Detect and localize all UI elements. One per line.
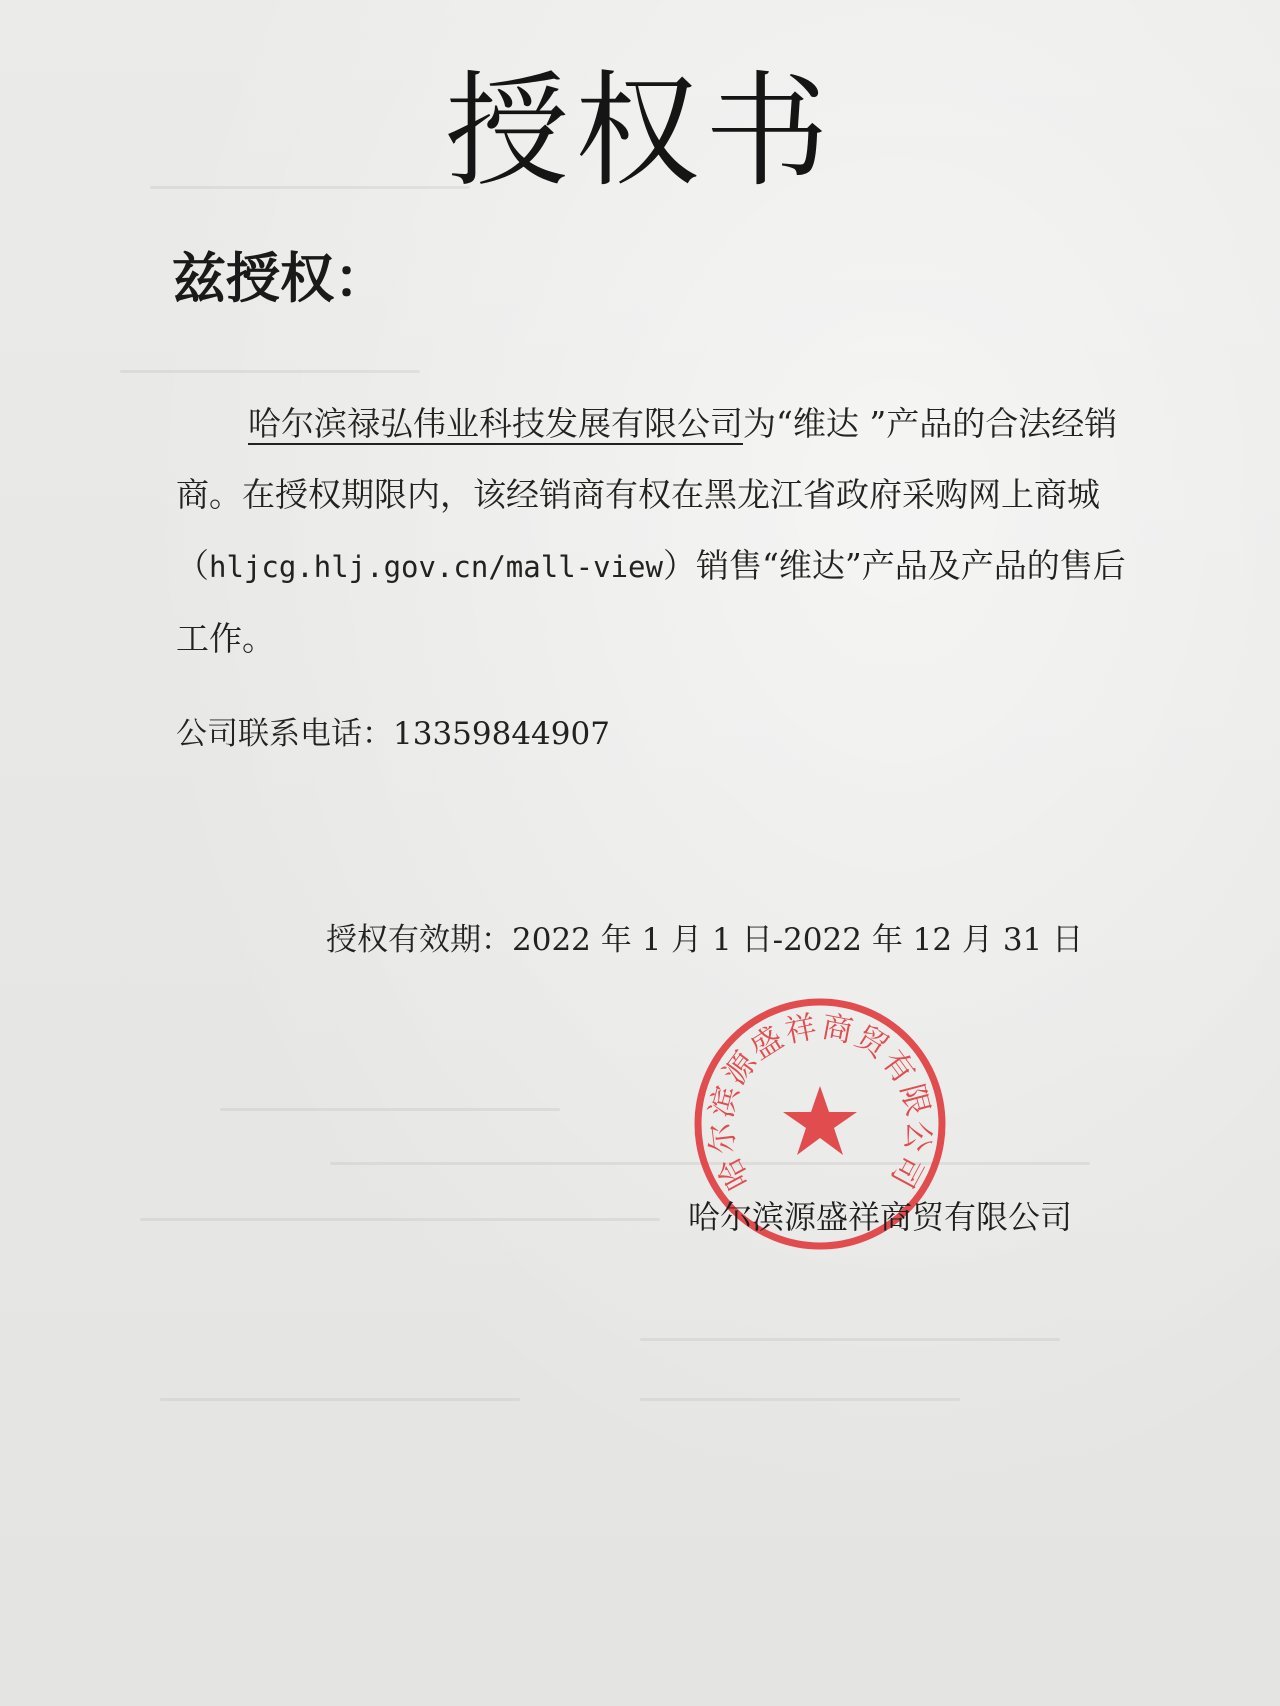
mall-url: hljcg.hlj.gov.cn/mall-view <box>209 550 663 584</box>
star-icon <box>783 1086 857 1155</box>
authorization-body <box>176 388 1126 674</box>
document-title: 授权书 <box>444 60 835 204</box>
body-text-part-1: 为“维达 ”产品的合法经销商。在授权期限内，该经销商有权在黑龙江省政府采购网上商城（ <box>176 404 1118 585</box>
bleed-through-line <box>640 1338 1060 1341</box>
bleed-through-line <box>220 1108 560 1111</box>
bleed-through-line <box>140 1218 660 1221</box>
bleed-through-line <box>160 1398 520 1401</box>
validity-period: 授权有效期：2022 年 1 月 1 日-2022 年 12 月 31 日 <box>326 922 1084 958</box>
signing-company: 哈尔滨源盛祥商贸有限公司 <box>688 1198 1073 1236</box>
bleed-through-line <box>640 1398 960 1401</box>
addressee-heading: 兹授权： <box>172 247 388 310</box>
seal-text: 哈尔滨源盛祥商贸有限公司 <box>702 1008 938 1196</box>
contact-phone: 公司联系电话：13359844907 <box>176 716 610 752</box>
bleed-through-line <box>120 370 420 373</box>
body-text-part-2: ）销售“维达”产品及产品的售后工作。 <box>176 546 1126 658</box>
authorized-company-name: 哈尔滨禄弘伟业科技发展有限公司 <box>248 404 743 443</box>
